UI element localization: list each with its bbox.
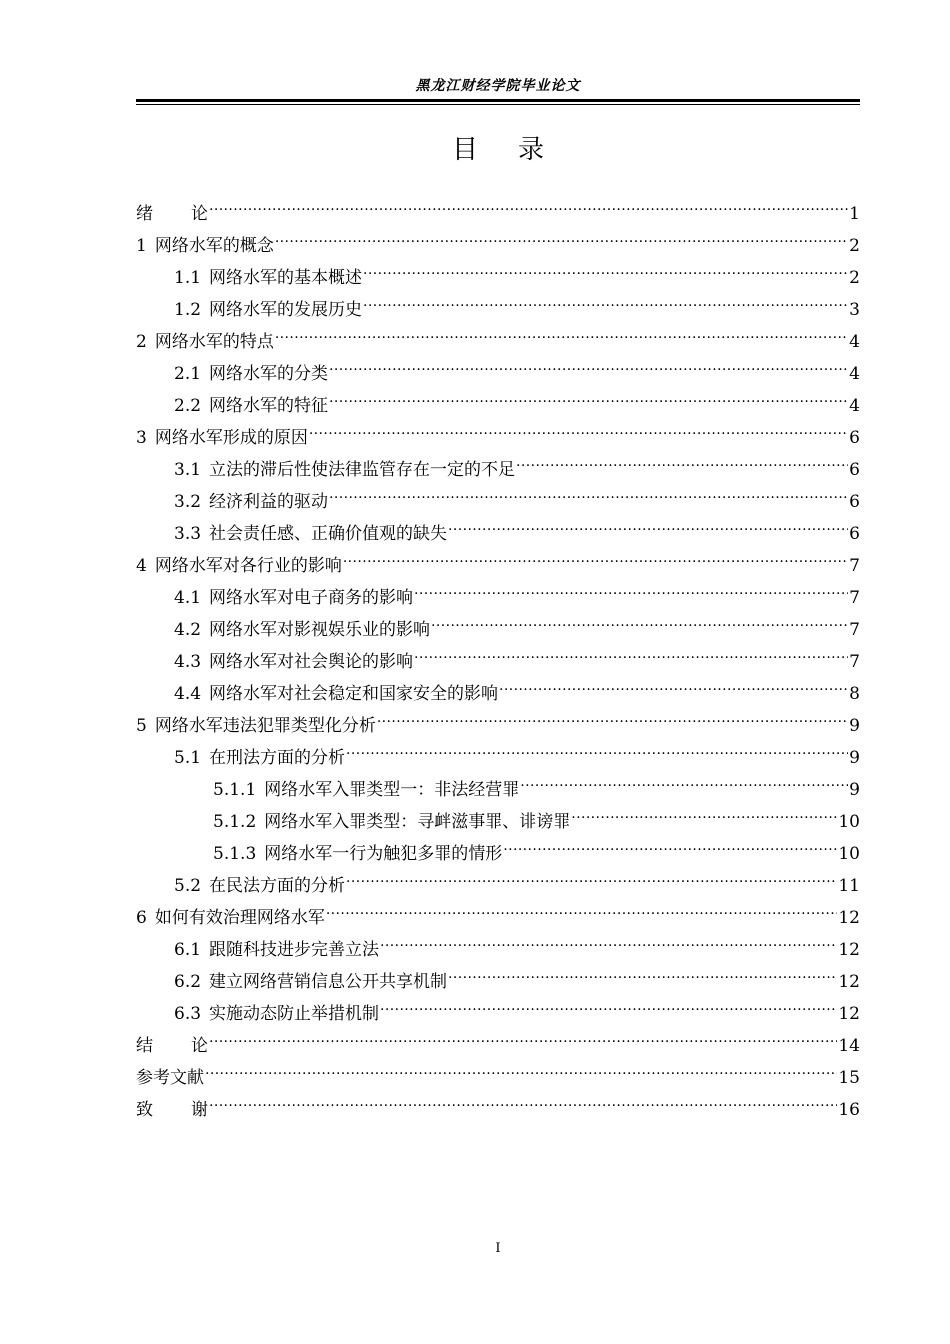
- toc-entry-number: 1.1: [174, 268, 202, 288]
- toc-page-number: 7: [849, 556, 860, 576]
- toc-entry-number: 6: [136, 908, 147, 928]
- toc-page-number: 7: [849, 588, 860, 608]
- header-rule-thin: [136, 104, 860, 105]
- toc-entry-number: 4.2: [174, 620, 202, 640]
- toc-entry-title: 网络水军违法犯罪类型化分析: [154, 716, 376, 736]
- toc-entry-title-part: 绪: [136, 204, 153, 224]
- toc-page-number: 11: [838, 876, 860, 896]
- toc-dot-leader: [209, 1019, 837, 1051]
- toc-page-number: 15: [838, 1068, 860, 1088]
- toc-entry[interactable]: [136, 187, 860, 224]
- toc-dot-leader: [205, 1051, 837, 1083]
- toc-entry-title: 在民法方面的分析: [209, 876, 346, 896]
- toc-entry-title: 网络水军的分类: [209, 364, 329, 384]
- toc-entry-title: 实施动态防止举措机制: [209, 1004, 380, 1024]
- toc-page-number: 6: [849, 460, 860, 480]
- toc-dot-leader: [499, 667, 848, 699]
- toc-entry-title: 网络水军对各行业的影响: [154, 556, 342, 576]
- toc-dot-leader: [503, 827, 837, 859]
- toc-page-number: 6: [849, 492, 860, 512]
- toc-entry-title: 参考文献: [136, 1068, 204, 1088]
- toc-entry-title: 网络水军对社会稳定和国家安全的影响: [209, 684, 499, 704]
- toc-entry-title: 立法的滞后性使法律监管存在一定的不足: [209, 460, 516, 480]
- toc-entry-number: 2: [136, 332, 147, 352]
- toc-dot-leader: [431, 603, 848, 635]
- toc-entry-number: 4.1: [174, 588, 202, 608]
- toc-entry-title: [136, 1030, 208, 1062]
- toc-dot-leader: [414, 571, 848, 603]
- toc-title: [136, 130, 860, 170]
- toc-entry-title-part: 论: [191, 1036, 208, 1056]
- toc-dot-leader: [275, 315, 848, 347]
- toc-dot-leader: [326, 891, 838, 923]
- toc-dot-leader: [346, 731, 848, 763]
- toc-entry-title: [136, 198, 208, 230]
- toc-entry[interactable]: [136, 1051, 860, 1088]
- toc-entry-number: 1: [136, 236, 147, 256]
- toc-dot-leader: [329, 475, 848, 507]
- toc-page-number: 7: [849, 620, 860, 640]
- toc-dot-leader: [329, 347, 848, 379]
- page-number: I: [495, 1241, 501, 1256]
- toc-page-number: 1: [849, 204, 860, 224]
- toc-dot-leader: [377, 699, 848, 731]
- toc-title-char-1: 目: [451, 135, 478, 165]
- toc-entry-title: 网络水军的基本概述: [209, 268, 363, 288]
- toc-entry-title: 网络水军的概念: [154, 236, 274, 256]
- toc-entry-title: 社会责任感、正确价值观的缺失: [209, 524, 448, 544]
- toc-entry-number: 3.3: [174, 524, 202, 544]
- running-header: 黑龙江财经学院毕业论文: [415, 78, 581, 94]
- toc-dot-leader: [209, 187, 848, 219]
- toc-entry-number: 4: [136, 556, 147, 576]
- toc-entry-title: 网络水军的发展历史: [209, 300, 363, 320]
- toc-entry-number: 5.1: [174, 748, 202, 768]
- toc-page-number: 12: [838, 908, 860, 928]
- toc-entry-number: 3.2: [174, 492, 202, 512]
- toc-dot-leader: [448, 507, 848, 539]
- toc-entry-title: 网络水军一行为触犯多罪的情形: [264, 844, 503, 864]
- toc-entry-number: 5.2: [174, 876, 202, 896]
- toc-page-number: 4: [849, 364, 860, 384]
- toc-entry-number: 5.1.2: [213, 812, 257, 832]
- toc-page-number: 12: [838, 940, 860, 960]
- toc-entry-title: 网络水军的特点: [154, 332, 274, 352]
- toc-title-char-2: 录: [518, 135, 545, 165]
- toc-page-number: 7: [849, 652, 860, 672]
- toc-page-number: 12: [838, 1004, 860, 1024]
- toc-entry-number: 5: [136, 716, 147, 736]
- toc-dot-leader: [309, 411, 848, 443]
- toc-entry-title: 网络水军形成的原因: [154, 428, 308, 448]
- toc-entry-title: 网络水军的特征: [209, 396, 329, 416]
- toc-page-number: 9: [849, 716, 860, 736]
- toc-entry-title: 网络水军对社会舆论的影响: [209, 652, 414, 672]
- toc-entry-title: 跟随科技进步完善立法: [209, 940, 380, 960]
- toc-dot-leader: [343, 539, 848, 571]
- toc-entry-title: 如何有效治理网络水军: [154, 908, 325, 928]
- toc-dot-leader: [329, 379, 848, 411]
- toc-entry-title-part: 谢: [191, 1100, 208, 1120]
- toc-page-number: 9: [849, 748, 860, 768]
- toc-page-number: 16: [838, 1100, 860, 1120]
- toc-entry-number: 2.2: [174, 396, 202, 416]
- toc-page-number: 3: [849, 300, 860, 320]
- toc-entry-number: 5.1.1: [213, 780, 257, 800]
- toc-entry-number: 6.3: [174, 1004, 202, 1024]
- toc-dot-leader: [275, 219, 848, 251]
- toc-dot-leader: [363, 251, 848, 283]
- toc-entry-number: 3.1: [174, 460, 202, 480]
- toc-page-number: 10: [838, 844, 860, 864]
- toc-entry-title: 在刑法方面的分析: [209, 748, 346, 768]
- toc-entry-title-part: 论: [191, 204, 208, 224]
- toc-entry-title-part: 结: [136, 1036, 153, 1056]
- toc-dot-leader: [520, 763, 848, 795]
- toc-page-number: 4: [849, 396, 860, 416]
- toc-dot-leader: [363, 283, 848, 315]
- toc-entry[interactable]: [136, 1019, 860, 1056]
- toc-dot-leader: [380, 923, 837, 955]
- toc-page-number: 8: [849, 684, 860, 704]
- toc-dot-leader: [380, 987, 837, 1019]
- toc-dot-leader: [516, 443, 848, 475]
- toc-page-number: 10: [838, 812, 860, 832]
- toc-dot-leader: [571, 795, 837, 827]
- toc-entry-number: 2.1: [174, 364, 202, 384]
- table-of-contents: [136, 187, 860, 1120]
- toc-dot-leader: [448, 955, 837, 987]
- toc-entry-number: 1.2: [174, 300, 202, 320]
- toc-page-number: 4: [849, 332, 860, 352]
- toc-entry[interactable]: [136, 1083, 860, 1120]
- toc-entry-number: 4.4: [174, 684, 202, 704]
- toc-page-number: 6: [849, 524, 860, 544]
- toc-dot-leader: [346, 859, 837, 891]
- toc-entry-number: 5.1.3: [213, 844, 257, 864]
- header-rule-thick: [136, 99, 860, 102]
- toc-entry-number: 6.1: [174, 940, 202, 960]
- toc-page-number: 2: [849, 236, 860, 256]
- toc-entry-title-part: 致: [136, 1100, 153, 1120]
- toc-entry-title: 网络水军对影视娱乐业的影响: [209, 620, 431, 640]
- toc-page-number: 12: [838, 972, 860, 992]
- toc-dot-leader: [209, 1083, 837, 1115]
- toc-entry-number: 6.2: [174, 972, 202, 992]
- toc-entry-title: [136, 1094, 208, 1126]
- toc-entry-title: 网络水军入罪类型：寻衅滋事罪、诽谤罪: [264, 812, 571, 832]
- toc-entry-title: 网络水军入罪类型一：非法经营罪: [264, 780, 520, 800]
- toc-page-number: 9: [849, 780, 860, 800]
- toc-entry-number: 3: [136, 428, 147, 448]
- toc-page-number: 14: [838, 1036, 860, 1056]
- toc-page-number: 2: [849, 268, 860, 288]
- toc-dot-leader: [414, 635, 848, 667]
- toc-entry-title: 经济利益的驱动: [209, 492, 329, 512]
- toc-page-number: 6: [849, 428, 860, 448]
- toc-entry-title: 建立网络营销信息公开共享机制: [209, 972, 448, 992]
- toc-entry-title: 网络水军对电子商务的影响: [209, 588, 414, 608]
- toc-entry[interactable]: [136, 219, 860, 256]
- toc-entry-number: 4.3: [174, 652, 202, 672]
